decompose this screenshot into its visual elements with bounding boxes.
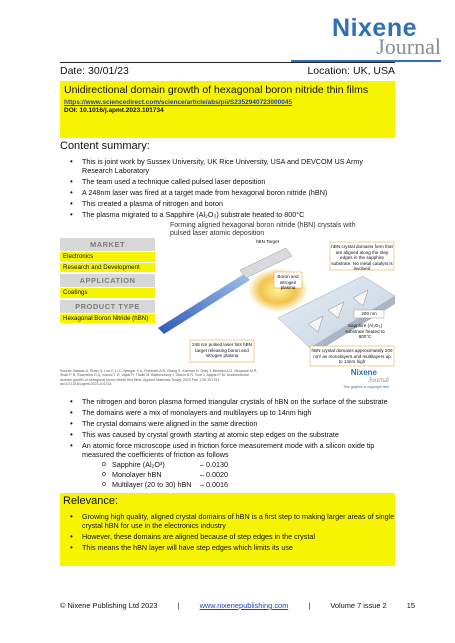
sidebar-item: Hexagonal Boron Nitride (hBN) bbox=[60, 314, 155, 324]
list-item: • This created a plasma of nitrogen and boron bbox=[60, 199, 395, 208]
article-link[interactable]: https://www.sciencedirect.com/science/article/abs/pii/S2352940723000045 bbox=[64, 99, 293, 106]
figure-source: Source: Biswas A, Ruan Q, Lee F, Li C, Iyengar S A, Puthirath A B, Zhang X, Kannan H, Gray T, Birdwell A G, Neupane M R, Shah P B, Ruzmetov D A, Ivanov T G, Vajtai R, Tiwari M, Bakhmutskiy I, Glavin N R, Tour J, Ajayan P M. Unidirectional domain growth of hexagonal boron nitride thin films. Applied Materials Today. 2023 Feb 1;30:101734. doi:10.1016/j.apmt.2023.101734 bbox=[60, 369, 258, 387]
list-item: • The plasma migrated to a Sapphire (Al₂O₃) substrate heated to 800°C bbox=[60, 210, 395, 219]
relevance-list bbox=[60, 512, 395, 554]
footer-separator: | bbox=[177, 601, 180, 610]
list-item: • This means the hBN layer will have step edges which limits its use bbox=[60, 543, 395, 552]
laser-label: 248 nm pulsed laser hits hBN target releasing boron and nitrogen plasma bbox=[191, 342, 252, 358]
list-item: • However, these domains are aligned because of step edges in the crystal bbox=[60, 532, 395, 541]
figure-title: Forming aligned hexagonal boron nitride (hBN) crystals with pulsed laser atomic deposition bbox=[170, 222, 356, 237]
list-item: • The domains were a mix of monolayers and multilayers up to 14nm high bbox=[60, 408, 395, 417]
list-item: • Growing high quality, aligned crystal domains of hBN is a first step to making larger areas of single crystal hBN for use in the electronics industry bbox=[60, 512, 395, 530]
friction-list bbox=[82, 460, 395, 489]
scale-label: 200 nm bbox=[361, 311, 377, 316]
friction-value: – 0.0020 bbox=[200, 470, 228, 479]
page-footer bbox=[60, 601, 415, 610]
friction-material: o Monolayer hBN bbox=[112, 470, 162, 479]
edges-label: hBN crystal domains form that are aligned along the step edges in the sapphire substrate. No metal catalyst is involved bbox=[331, 244, 393, 271]
list-item bbox=[60, 441, 395, 489]
top-divider bbox=[60, 62, 395, 63]
figure-sidebar bbox=[60, 238, 155, 323]
friction-value: – 0.0130 bbox=[200, 460, 228, 469]
list-item: • This was caused by crystal growth starting at atomic step edges on the substrate bbox=[60, 430, 395, 439]
logo-journal: Journal bbox=[376, 34, 441, 59]
article-doi: DOI: 10.1016/j.apmt.2023.101734 bbox=[64, 107, 164, 114]
pld-figure bbox=[60, 220, 395, 390]
friction-material: o Multilayer (20 to 30) hBN bbox=[112, 480, 192, 489]
friction-intro: An atomic force microscope used in friction force measurement mode with a silicon oxide tip measured the coefficients of friction as follows bbox=[82, 441, 375, 459]
footer-separator: | bbox=[308, 601, 311, 610]
footer-copyright: © Nixene Publishing Ltd 2023 bbox=[60, 601, 158, 610]
article-title: Unidirectional domain growth of hexagonal boron nitride thin films bbox=[64, 84, 369, 96]
date: Date: 30/01/23 bbox=[60, 65, 129, 77]
sidebar-heading: MARKET bbox=[60, 238, 155, 251]
friction-value: – 0.0016 bbox=[200, 480, 228, 489]
article-header-box bbox=[60, 81, 395, 138]
sidebar-heading: PRODUCT TYPE bbox=[60, 300, 155, 313]
footer-volume: Volume 7 issue 2 bbox=[330, 601, 387, 610]
friction-item bbox=[82, 460, 395, 469]
summary-list bbox=[60, 157, 395, 221]
sidebar-item: Electronics bbox=[60, 252, 155, 262]
logo-nixene: Nixene bbox=[332, 14, 417, 42]
list-item: • The nitrogen and boron plasma formed triangular crystals of hBN on the surface of the substrate bbox=[60, 397, 395, 406]
sidebar-item: Research and Development bbox=[60, 263, 155, 273]
journal-logo bbox=[261, 12, 441, 62]
sidebar-item: Coatings bbox=[60, 288, 155, 298]
list-item: • The team used a technique called pulsed laser deposition bbox=[60, 177, 395, 186]
footer-website-link[interactable]: www.nixenepublishing.com bbox=[199, 601, 289, 610]
friction-material: o Sapphire (Al₂O³) bbox=[112, 460, 165, 469]
list-item: • The crystal domains were aligned in the same direction bbox=[60, 419, 395, 428]
domains-label: hBN crystal domains approximately 200 nm² as monolayers and multilayers up to 14nm high bbox=[311, 348, 393, 364]
friction-item bbox=[82, 480, 395, 489]
summary-heading: Content summary: bbox=[60, 140, 150, 152]
figure-logo-nixene: Nixene bbox=[350, 368, 377, 377]
target-label: hBN Target bbox=[256, 239, 279, 244]
sidebar-heading: APPLICATION bbox=[60, 274, 155, 287]
location: Location: UK, USA bbox=[307, 65, 395, 77]
list-item: • This is joint work by Sussex University, UK Rice University, USA and DEVCOM US Army Research Laboratory bbox=[60, 157, 395, 175]
list-item: • A 248nm laser was fired at a target made from hexagonal boron nitride (hBN) bbox=[60, 188, 395, 197]
plasma-label: Boron and nitrogen plasma bbox=[277, 274, 299, 290]
friction-item bbox=[82, 470, 395, 479]
meta-row bbox=[60, 65, 395, 77]
figure-copyright-note: This graphic is copyright free bbox=[343, 385, 389, 389]
laser-beam bbox=[158, 274, 250, 334]
figure-illustration bbox=[158, 238, 395, 368]
substrate-label: Sapphire (Al₂O₃) substrate heated to 800°C bbox=[345, 323, 385, 339]
page-number: 15 bbox=[406, 601, 415, 610]
body-list bbox=[60, 397, 395, 491]
figure-logo-journal: Journal bbox=[368, 376, 389, 384]
relevance-heading: Relevance: bbox=[63, 495, 119, 507]
